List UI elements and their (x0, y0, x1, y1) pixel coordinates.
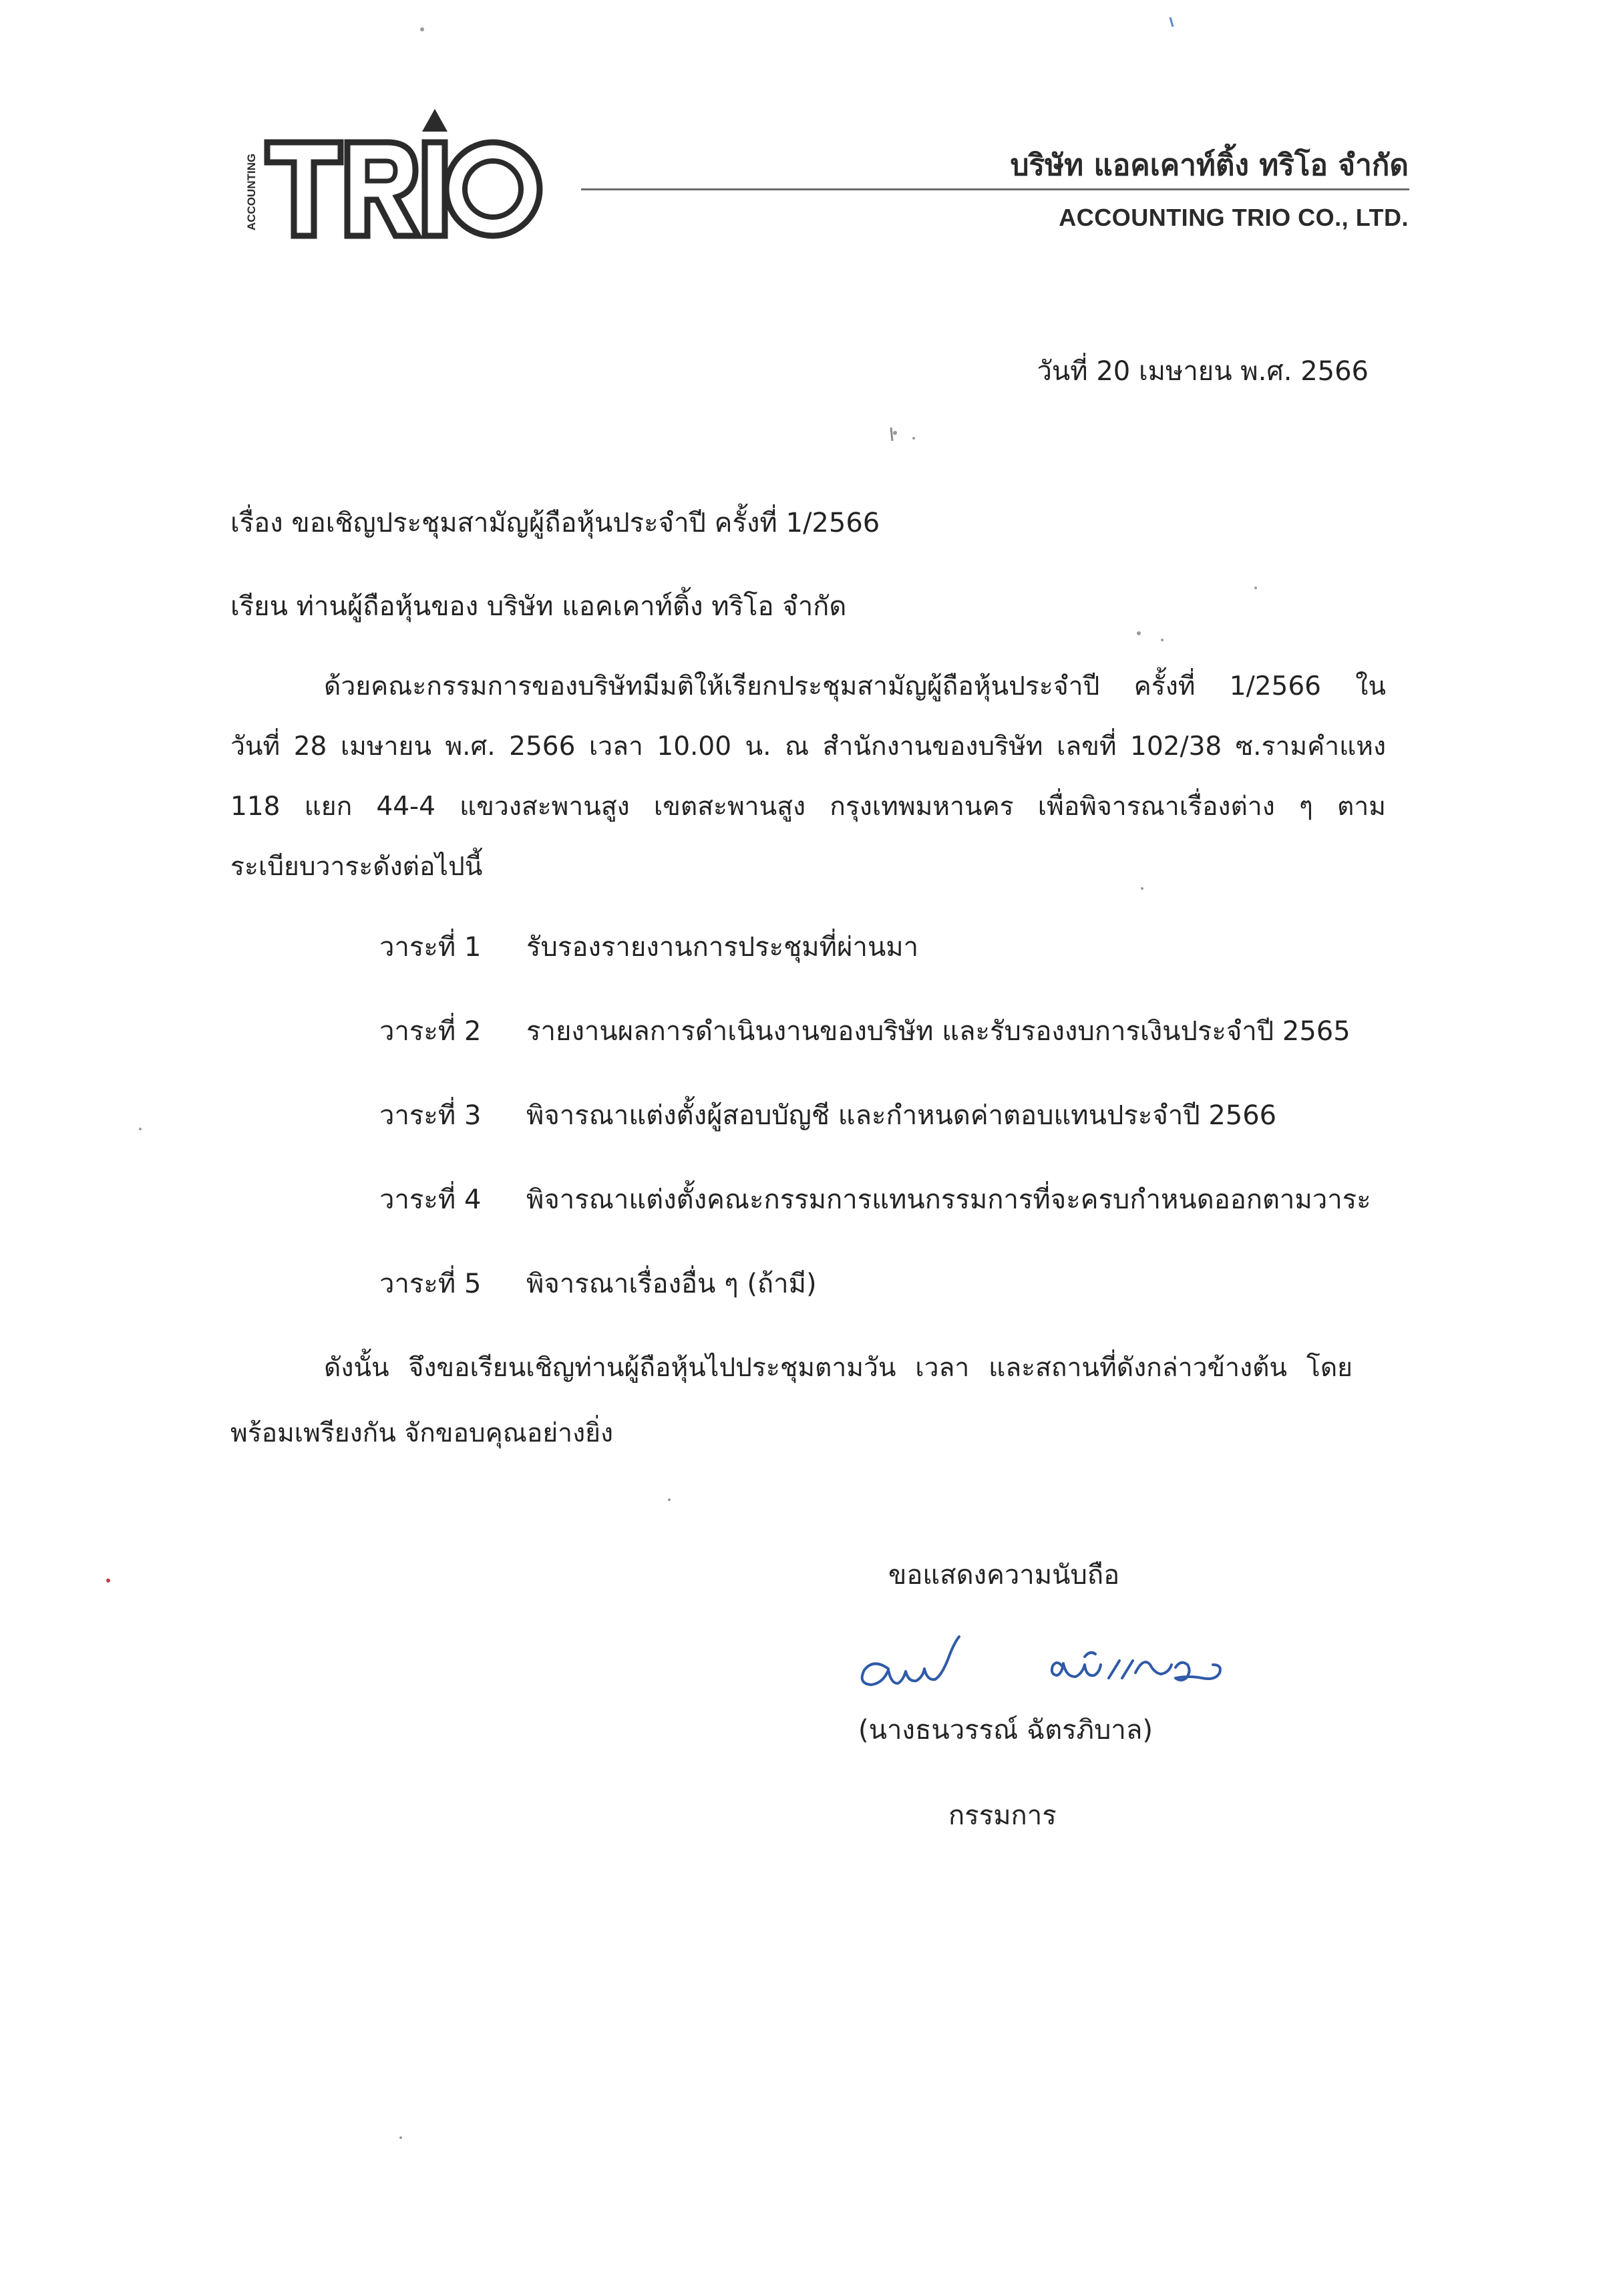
letter-subject: เรื่อง ขอเชิญประชุมสามัญผู้ถือหุ้นประจำปี ครั้งที่ 1/2566 (230, 508, 880, 538)
handwritten-signature (842, 1617, 1242, 1703)
paragraph-line: วันที่ 28 เมษายน พ.ศ. 2566 เวลา 10.00 น. ณ สำนักงานของบริษัท เลขที่ 102/38 ซ.รามคำแหง (230, 731, 1386, 762)
paragraph-line: 118 แยก 44-4 แขวงสะพานสูง เขตสะพานสูง กรุงเทพมหานคร เพื่อพิจารณาเรื่องต่าง ๆ ตาม (230, 792, 1386, 822)
signer-position: กรรมการ (948, 1800, 1057, 1831)
company-name-english: ACCOUNTING TRIO CO., LTD. (1059, 204, 1409, 231)
company-name-thai: บริษัท แอคเคาท์ติ้ง ทริโอ จำกัด (1010, 148, 1409, 182)
body-paragraph-1 (230, 668, 1386, 909)
agenda-item (379, 1097, 1371, 1181)
agenda-item (379, 1013, 1371, 1097)
agenda-item (379, 1181, 1371, 1265)
agenda-number: วาระที่ 2 (379, 1016, 482, 1047)
letter-date: วันที่ 20 เมษายน พ.ศ. 2566 (1037, 356, 1369, 387)
agenda-item (379, 929, 1371, 1013)
paragraph-line: ระเบียบวาระดังต่อไปนี้ (230, 852, 483, 882)
agenda-number: วาระที่ 4 (379, 1184, 482, 1215)
logo-wordmark (267, 109, 540, 236)
signer-name: (นางธนวรรณ์ ฉัตรภิบาล) (858, 1715, 1153, 1746)
agenda-number: วาระที่ 5 (379, 1269, 482, 1299)
agenda-list (379, 929, 1371, 1349)
paragraph-line: พร้อมเพรียงกัน จักขอบคุณอย่างยิ่ง (230, 1418, 614, 1448)
closing-phrase: ขอแสดงความนับถือ (888, 1560, 1120, 1591)
paragraph-line: ด้วยคณะกรรมการของบริษัทมีมติให้เรียกประชุมสามัญผู้ถือหุ้นประจำปี ครั้งที่ 1/2566 ใน (324, 671, 1386, 701)
agenda-text: รับรองรายงานการประชุมที่ผ่านมา (526, 932, 919, 963)
agenda-number: วาระที่ 3 (379, 1100, 482, 1131)
agenda-text: พิจารณาแต่งตั้งคณะกรรมการแทนกรรมการที่จะครบกำหนดออกตามวาระ (526, 1184, 1371, 1215)
letterhead-rule (581, 188, 1409, 190)
agenda-text: รายงานผลการดำเนินงานของบริษัท และรับรองงบการเงินประจำปี 2565 (526, 1016, 1351, 1047)
agenda-text: พิจารณาแต่งตั้งผู้สอบบัญชี และกำหนดค่าตอบแทนประจำปี 2566 (526, 1100, 1277, 1131)
logo-side-text: ACCOUNTING (245, 153, 258, 230)
agenda-item (379, 1265, 1371, 1349)
letter-salutation: เรียน ท่านผู้ถือหุ้นของ บริษัท แอคเคาท์ติ้ง ทริโอ จำกัด (230, 591, 847, 622)
paragraph-line: ดังนั้น จึงขอเรียนเชิญท่านผู้ถือหุ้นไปประชุมตามวัน เวลา และสถานที่ดังกล่าวข้างต้น โดย (324, 1353, 1353, 1383)
agenda-number: วาระที่ 1 (379, 932, 482, 963)
body-paragraph-2 (230, 1349, 1353, 1480)
trio-logo (240, 104, 548, 247)
agenda-text: พิจารณาเรื่องอื่น ๆ (ถ้ามี) (526, 1269, 817, 1299)
